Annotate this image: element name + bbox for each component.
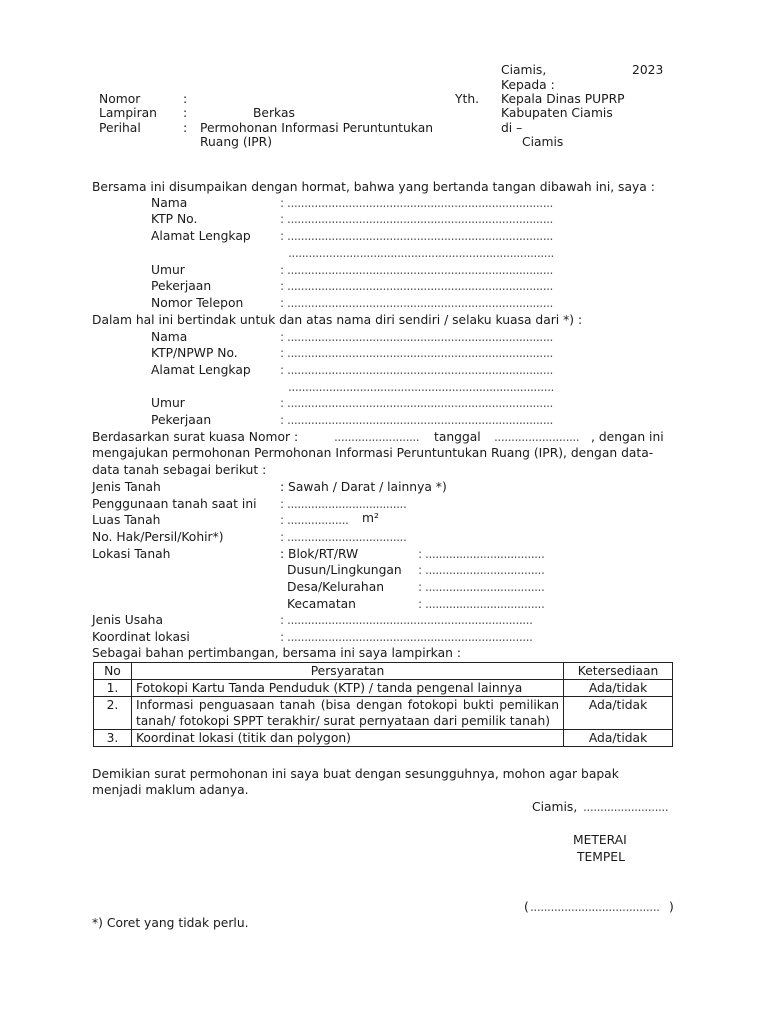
header-ketersediaan: Ketersediaan	[564, 663, 673, 680]
place-date: Ciamis,	[501, 63, 547, 77]
proxy-ktp-field: : ..............................................................................	[280, 346, 553, 360]
perihal-colon: :	[183, 121, 188, 135]
luas-field: : ..................	[280, 513, 349, 527]
applicant-alamat-field-2: ..............................................................................	[288, 246, 554, 260]
penggunaan-field: : ...................................	[280, 497, 407, 511]
table-row	[94, 697, 673, 730]
row-item: Informasi penguasaan tanah (bisa dengan fotokopi bukti pemilikan tanah/ fotokopi SPPT terakhir/ surat pernyataan dari pemilik tanah)	[131, 697, 563, 730]
applicant-alamat-field: : ..............................................................................	[280, 229, 553, 243]
row-no: 2.	[94, 697, 132, 730]
signature-field: ......................................	[530, 900, 660, 914]
applicant-ktp-field: : ..............................................................................	[280, 212, 553, 226]
koordinat-label: Koordinat lokasi	[92, 630, 190, 644]
penggunaan-label: Penggunaan tanah saat ini	[92, 497, 257, 511]
closing-line-1: Demikian surat permohonan ini saya buat dengan sesungguhnya, mohon agar bapak	[92, 767, 619, 781]
dusun-field: : ...................................	[418, 563, 545, 577]
table-row	[94, 680, 673, 697]
kuasa-line-1b: tanggal	[434, 430, 481, 444]
proxy-umur-field: : ..............................................................................	[280, 396, 553, 410]
blok-field: : ...................................	[418, 547, 545, 561]
row-item: Fotokopi Kartu Tanda Penduduk (KTP) / tanda pengenal lainnya	[131, 680, 563, 697]
kepada-label: Kepada :	[501, 78, 555, 92]
row-no: 3.	[94, 730, 132, 747]
recipient-line-2: Kabupaten Ciamis	[501, 106, 613, 120]
meterai-line-1: METERAI	[573, 833, 627, 847]
applicant-nama-label: Nama	[151, 196, 188, 210]
luas-unit: m²	[362, 511, 379, 525]
footnote: *) Coret yang tidak perlu.	[92, 916, 249, 930]
applicant-telepon-field: : ..............................................................................	[280, 296, 553, 310]
sign-place: Ciamis,	[532, 800, 578, 814]
table-header-row	[94, 663, 673, 680]
proxy-intro: Dalam hal ini bertindak untuk dan atas nama diri sendiri / selaku kuasa dari *) :	[92, 313, 583, 327]
proxy-alamat-field-2: ..............................................................................	[288, 380, 554, 394]
row-item: Koordinat lokasi (titik dan polygon)	[131, 730, 563, 747]
kuasa-line-2: mengajukan permohonan Permohonan Informasi Peruntuntukan Ruang (IPR), dengan data-	[92, 446, 654, 460]
sign-open-paren: (	[524, 900, 529, 914]
sign-close-paren: )	[669, 900, 674, 914]
kecamatan-field: : ...................................	[418, 597, 545, 611]
proxy-nama-field: : ..............................................................................	[280, 330, 553, 344]
row-status: Ada/tidak	[564, 680, 673, 697]
koordinat-field: : ........................................................................	[280, 630, 533, 644]
proxy-ktp-label: KTP/NPWP No.	[151, 346, 238, 360]
lokasi-label: Lokasi Tanah	[92, 547, 171, 561]
nomor-label: Nomor	[99, 92, 141, 106]
kuasa-line-1c: , dengan ini	[591, 430, 664, 444]
applicant-nama-field: : ..............................................................................	[280, 196, 553, 210]
kuasa-line-1a: Berdasarkan surat kuasa Nomor :	[92, 430, 299, 444]
desa-label: Desa/Kelurahan	[287, 580, 385, 594]
dusun-label: Dusun/Lingkungan	[287, 563, 402, 577]
kecamatan-label: Kecamatan	[287, 597, 356, 611]
applicant-umur-label: Umur	[151, 263, 185, 277]
applicant-umur-field: : ..............................................................................	[280, 263, 553, 277]
kuasa-tanggal-field: .........................	[494, 430, 580, 444]
perihal-label: Perihal	[99, 121, 141, 135]
meterai-line-2: TEMPEL	[577, 850, 625, 864]
header-no: No	[94, 663, 132, 680]
usaha-label: Jenis Usaha	[92, 613, 163, 627]
header-persyaratan: Persyaratan	[131, 663, 563, 680]
row-no: 1.	[94, 680, 132, 697]
lampiran-intro: Sebagai bahan pertimbangan, bersama ini saya lampirkan :	[92, 646, 461, 660]
row-status: Ada/tidak	[564, 697, 673, 730]
hak-field: : ...................................	[280, 530, 407, 544]
lampiran-colon: :	[183, 106, 188, 120]
yth-label: Yth.	[455, 92, 480, 106]
proxy-alamat-label: Alamat Lengkap	[151, 363, 251, 377]
proxy-pekerjaan-field: : ..............................................................................	[280, 413, 553, 427]
recipient-line-1: Kepala Dinas PUPRP	[501, 92, 625, 106]
applicant-ktp-label: KTP No.	[151, 212, 198, 226]
perihal-value-2: Ruang (IPR)	[200, 135, 273, 149]
nomor-colon: :	[183, 92, 188, 106]
desa-field: : ...................................	[418, 580, 545, 594]
applicant-telepon-label: Nomor Telepon	[151, 296, 244, 310]
lampiran-label: Lampiran	[99, 106, 157, 120]
applicant-alamat-label: Alamat Lengkap	[151, 229, 251, 243]
jenis-tanah-label: Jenis Tanah	[92, 480, 161, 494]
proxy-nama-label: Nama	[151, 330, 188, 344]
applicant-pekerjaan-field: : ..............................................................................	[280, 279, 553, 293]
kuasa-nomor-field: .........................	[334, 430, 420, 444]
hak-label: No. Hak/Persil/Kohir*)	[92, 530, 224, 544]
recipient-city: Ciamis	[522, 135, 564, 149]
proxy-umur-label: Umur	[151, 396, 185, 410]
di-label: di –	[501, 121, 523, 135]
lampiran-value: Berkas	[253, 106, 295, 120]
usaha-field: : ........................................................................	[280, 613, 533, 627]
year: 2023	[632, 63, 664, 77]
intro-text: Bersama ini disumpaikan dengan hormat, bahwa yang bertanda tangan dibawah ini, saya :	[92, 180, 655, 194]
luas-label: Luas Tanah	[92, 513, 161, 527]
blok-label: : Blok/RT/RW	[280, 547, 359, 561]
kuasa-line-3: data tanah sebagai berikut :	[92, 463, 267, 477]
jenis-tanah-value: : Sawah / Darat / lainnya *)	[280, 480, 447, 494]
proxy-alamat-field: : ..............................................................................	[280, 363, 553, 377]
proxy-pekerjaan-label: Pekerjaan	[151, 413, 212, 427]
row-status: Ada/tidak	[564, 730, 673, 747]
applicant-pekerjaan-label: Pekerjaan	[151, 279, 212, 293]
table-row	[94, 730, 673, 747]
sign-date-field: .........................	[583, 800, 669, 814]
requirements-table	[93, 662, 673, 747]
closing-line-2: menjadi maklum adanya.	[92, 783, 249, 797]
perihal-value-1: Permohonan Informasi Peruntuntukan	[200, 121, 434, 135]
